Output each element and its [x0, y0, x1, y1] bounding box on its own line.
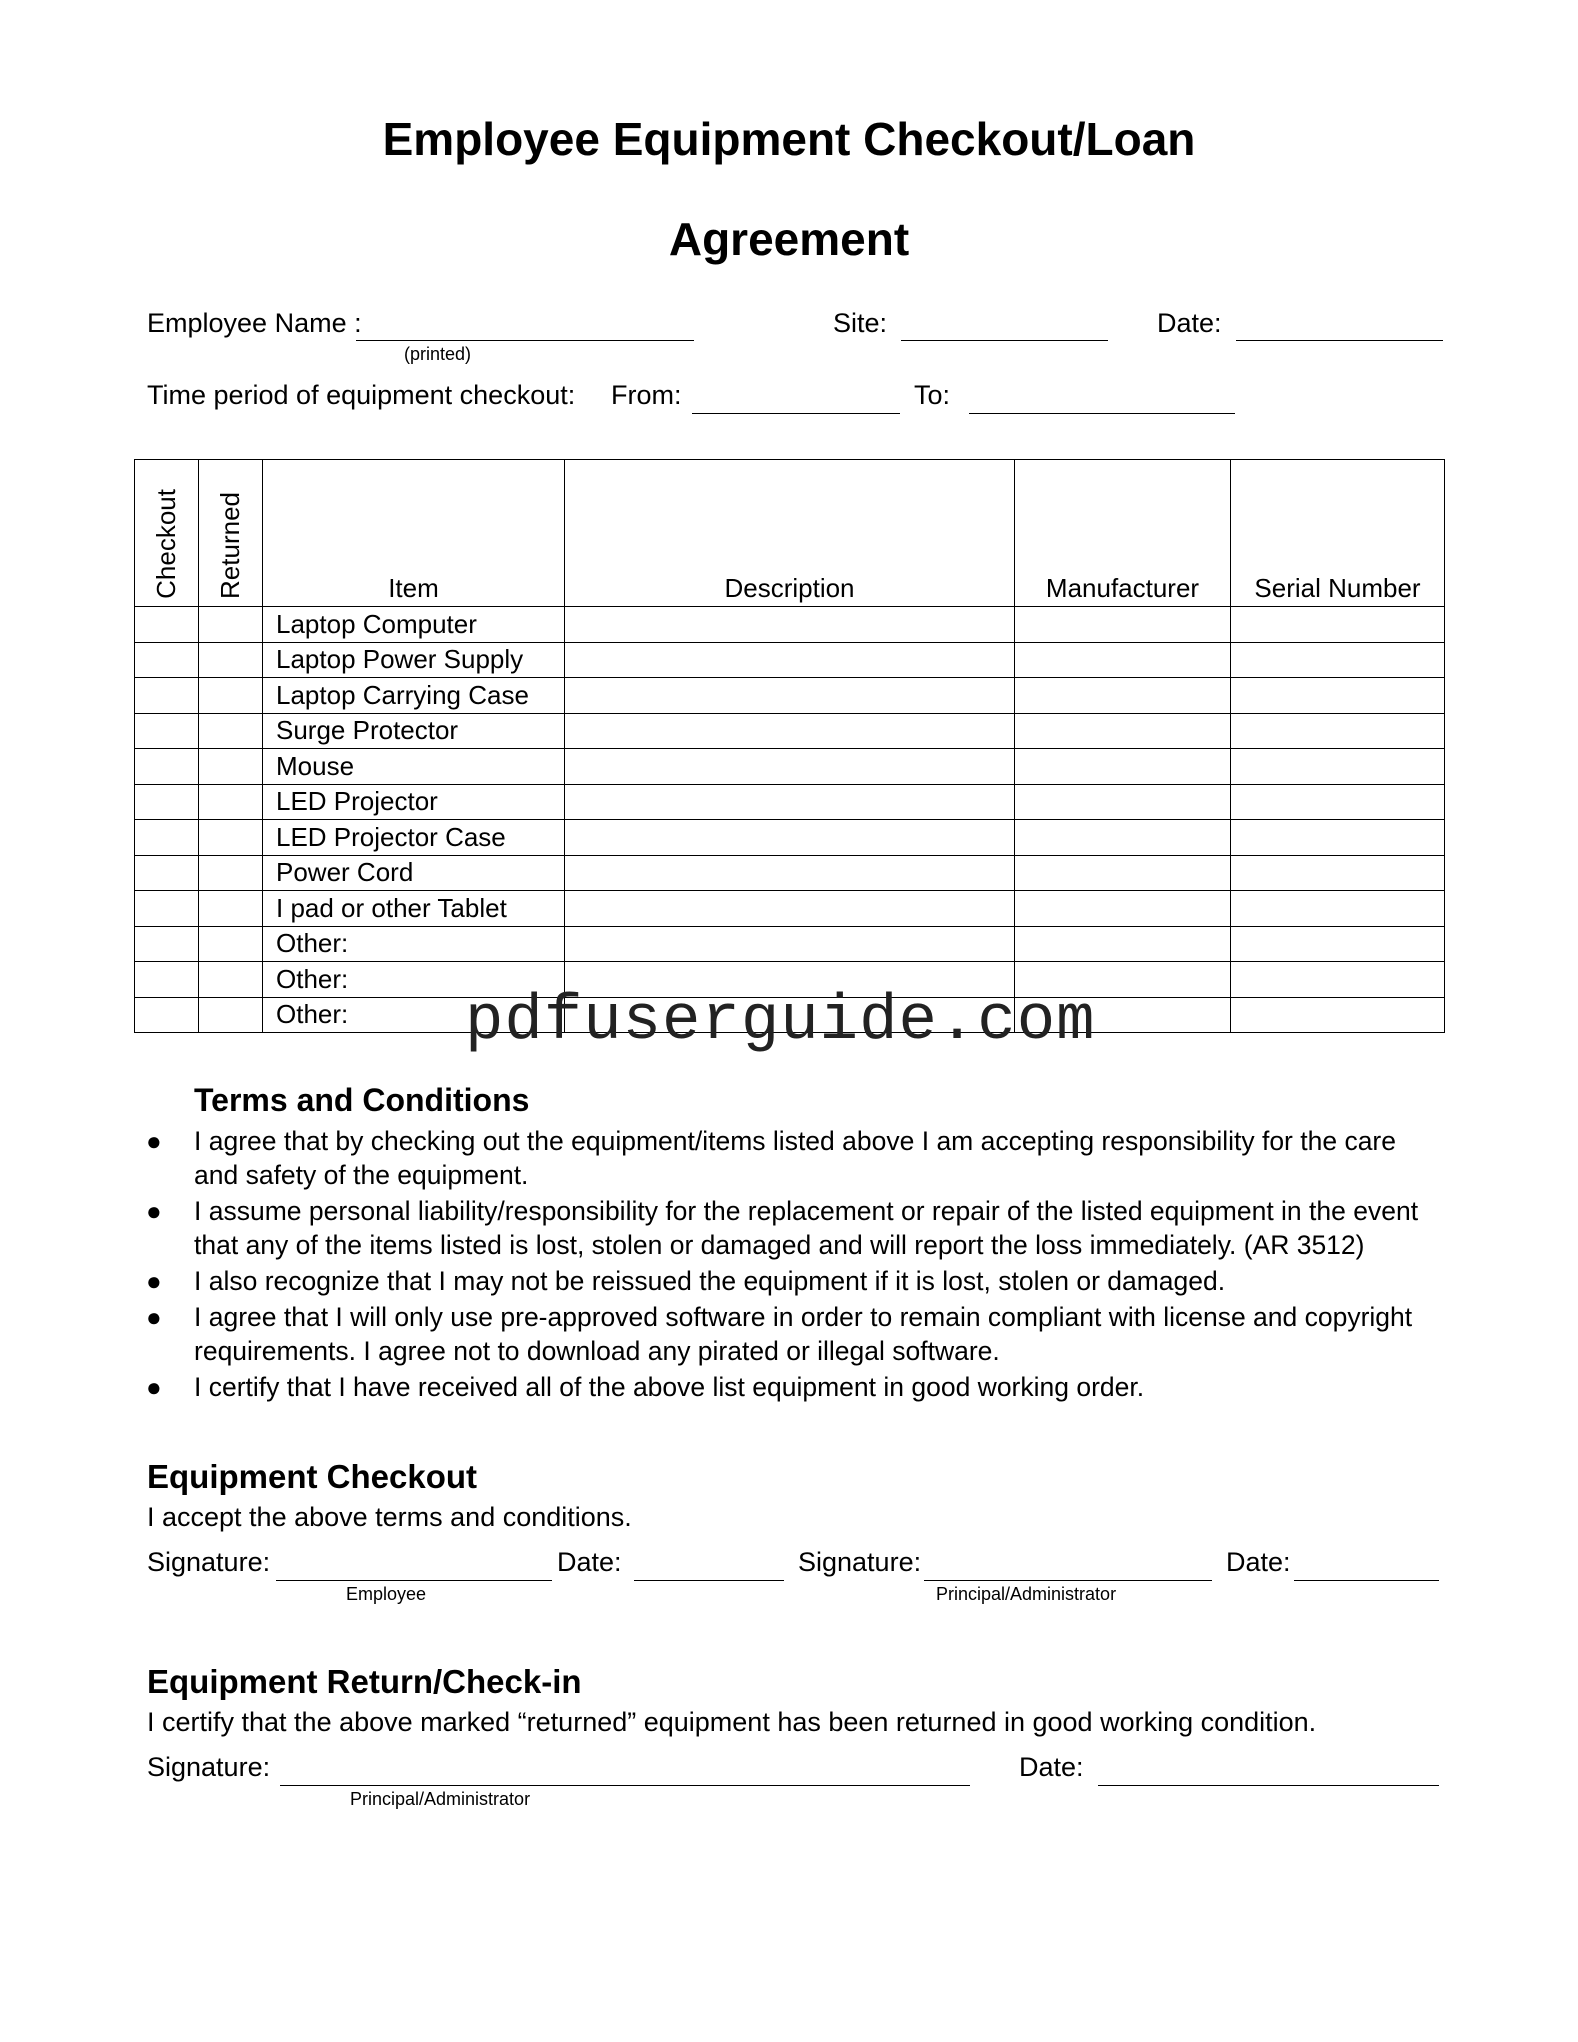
table-header-row [135, 460, 1445, 607]
checkout-cell[interactable] [135, 678, 199, 714]
serial-number-cell[interactable] [1231, 713, 1445, 749]
date-field[interactable] [1236, 340, 1443, 341]
return-signature-label: Signature: [147, 1752, 271, 1782]
checkout-date2-label: Date: [1226, 1547, 1291, 1577]
returned-cell[interactable] [199, 607, 263, 643]
manufacturer-cell[interactable] [1015, 784, 1231, 820]
checkout-cell[interactable] [135, 607, 199, 643]
table-row [135, 855, 1445, 891]
checkout-signature2-label: Signature: [798, 1547, 922, 1577]
serial-number-cell[interactable] [1231, 749, 1445, 785]
table-row [135, 642, 1445, 678]
list-item: ● I assume personal liability/responsibility for the replacement or repair of the listed equipment in the event that any of the items listed is lost, stolen or damaged and will report the loss immediately. (AR 3512) [146, 1196, 1419, 1260]
table-row [135, 713, 1445, 749]
table-row [135, 749, 1445, 785]
bullet-icon: ● [146, 1196, 162, 1226]
returned-cell[interactable] [199, 749, 263, 785]
serial-number-cell[interactable] [1231, 962, 1445, 998]
site-label: Site: [833, 308, 888, 338]
serial-number-cell[interactable] [1231, 784, 1445, 820]
checkout-cell[interactable] [135, 642, 199, 678]
serial-number-cell[interactable] [1231, 926, 1445, 962]
description-cell[interactable] [565, 607, 1015, 643]
date-label: Date: [1157, 308, 1222, 338]
serial-number-cell[interactable] [1231, 891, 1445, 927]
description-cell[interactable] [565, 926, 1015, 962]
manufacturer-cell[interactable] [1015, 642, 1231, 678]
checkout-statement: I accept the above terms and conditions. [147, 1502, 632, 1532]
checkout-signature-label: Signature: [147, 1547, 271, 1577]
manufacturer-cell[interactable] [1015, 926, 1231, 962]
col-header-returned: Returned [199, 460, 263, 607]
table-row [135, 784, 1445, 820]
description-cell[interactable] [565, 678, 1015, 714]
table-row [135, 926, 1445, 962]
returned-cell[interactable] [199, 962, 263, 998]
list-item: ● I agree that by checking out the equipment/items listed above I am accepting responsibility for the care and safety of the equipment. [146, 1126, 1396, 1190]
bullet-icon: ● [146, 1126, 162, 1156]
return-admin-note: Principal/Administrator [350, 1789, 531, 1809]
item-cell: Laptop Carrying Case [263, 678, 565, 714]
employee-name-label: Employee Name : [147, 308, 362, 338]
checkout-cell[interactable] [135, 749, 199, 785]
bullet-icon: ● [146, 1266, 162, 1296]
manufacturer-cell[interactable] [1015, 749, 1231, 785]
col-header-manufacturer: Manufacturer [1015, 460, 1231, 607]
returned-cell[interactable] [199, 820, 263, 856]
checkout-cell[interactable] [135, 784, 199, 820]
manufacturer-cell[interactable] [1015, 713, 1231, 749]
table-row [135, 678, 1445, 714]
description-cell[interactable] [565, 713, 1015, 749]
to-field[interactable] [969, 413, 1235, 414]
employee-name-field[interactable] [356, 340, 694, 341]
table-row [135, 891, 1445, 927]
description-cell[interactable] [565, 820, 1015, 856]
item-cell: Other: [263, 926, 565, 962]
page-title-line2: Agreement [668, 213, 910, 265]
checkout-cell[interactable] [135, 997, 199, 1033]
serial-number-cell[interactable] [1231, 642, 1445, 678]
returned-cell[interactable] [199, 855, 263, 891]
returned-cell[interactable] [199, 784, 263, 820]
manufacturer-cell[interactable] [1015, 855, 1231, 891]
checkout-date2-field[interactable] [1294, 1580, 1439, 1581]
list-item: ● I agree that I will only use pre-approved software in order to remain compliant with license and copyright requirements. I agree not to download any pirated or illegal software. [146, 1302, 1413, 1366]
employee-note: Employee [346, 1584, 427, 1604]
return-date-label: Date: [1019, 1752, 1084, 1782]
returned-cell[interactable] [199, 642, 263, 678]
from-field[interactable] [692, 413, 900, 414]
list-item: ● I certify that I have received all of the above list equipment in good working order. [146, 1372, 1145, 1402]
watermark: pdfuserguide.com [465, 986, 1096, 1058]
checkout-date-label: Date: [557, 1547, 622, 1577]
col-header-checkout: Checkout [135, 460, 199, 607]
returned-cell[interactable] [199, 926, 263, 962]
returned-cell[interactable] [199, 891, 263, 927]
item-cell: Surge Protector [263, 713, 565, 749]
col-header-description: Description [565, 460, 1015, 607]
checkout-cell[interactable] [135, 855, 199, 891]
return-statement: I certify that the above marked “returned” equipment has been returned in good working condition. [147, 1707, 1317, 1737]
returned-cell[interactable] [199, 997, 263, 1033]
item-cell: Laptop Computer [263, 607, 565, 643]
description-cell[interactable] [565, 749, 1015, 785]
page-title: Employee Equipment Checkout/Loan [382, 113, 1196, 165]
manufacturer-cell[interactable] [1015, 891, 1231, 927]
admin-note: Principal/Administrator [936, 1584, 1117, 1604]
terms-heading: Terms and Conditions [194, 1082, 530, 1118]
from-label: From: [611, 380, 682, 410]
serial-number-cell[interactable] [1231, 997, 1445, 1033]
serial-number-cell[interactable] [1231, 820, 1445, 856]
serial-number-cell[interactable] [1231, 678, 1445, 714]
employee-signature-field[interactable] [276, 1580, 552, 1581]
return-date-field[interactable] [1098, 1785, 1439, 1786]
terms-list [146, 1124, 1436, 1406]
checkout-cell[interactable] [135, 926, 199, 962]
col-header-serial-number: Serial Number [1231, 460, 1445, 607]
returned-cell[interactable] [199, 713, 263, 749]
return-heading: Equipment Return/Check-in [147, 1663, 582, 1700]
col-header-item: Item [263, 460, 565, 607]
description-cell[interactable] [565, 642, 1015, 678]
manufacturer-cell[interactable] [1015, 678, 1231, 714]
item-cell: LED Projector [263, 784, 565, 820]
checkout-cell[interactable] [135, 891, 199, 927]
return-signature-field[interactable] [280, 1785, 970, 1786]
item-cell: Power Cord [263, 855, 565, 891]
manufacturer-cell[interactable] [1015, 820, 1231, 856]
item-cell: Other: [263, 962, 565, 998]
description-cell[interactable] [565, 784, 1015, 820]
admin-signature-field[interactable] [924, 1580, 1212, 1581]
item-cell: Mouse [263, 749, 565, 785]
item-cell: Laptop Power Supply [263, 642, 565, 678]
item-cell: LED Projector Case [263, 820, 565, 856]
item-cell: I pad or other Tablet [263, 891, 565, 927]
period-label: Time period of equipment checkout: [147, 380, 576, 410]
checkout-heading: Equipment Checkout [147, 1458, 478, 1495]
checkout-cell[interactable] [135, 713, 199, 749]
serial-number-cell[interactable] [1231, 607, 1445, 643]
list-item: ● I also recognize that I may not be reissued the equipment if it is lost, stolen or damaged. [146, 1266, 1226, 1296]
table-row [135, 820, 1445, 856]
serial-number-cell[interactable] [1231, 855, 1445, 891]
manufacturer-cell[interactable] [1015, 607, 1231, 643]
to-label: To: [914, 380, 951, 410]
description-cell[interactable] [565, 891, 1015, 927]
description-cell[interactable] [565, 855, 1015, 891]
site-field[interactable] [901, 340, 1108, 341]
checkout-cell[interactable] [135, 962, 199, 998]
table-row [135, 607, 1445, 643]
bullet-icon: ● [146, 1372, 162, 1402]
returned-cell[interactable] [199, 678, 263, 714]
checkout-date-field[interactable] [634, 1580, 784, 1581]
item-cell: Other: [263, 997, 565, 1033]
checkout-cell[interactable] [135, 820, 199, 856]
equipment-table [134, 459, 1445, 1033]
printed-note: (printed) [404, 344, 472, 364]
bullet-icon: ● [146, 1302, 162, 1332]
